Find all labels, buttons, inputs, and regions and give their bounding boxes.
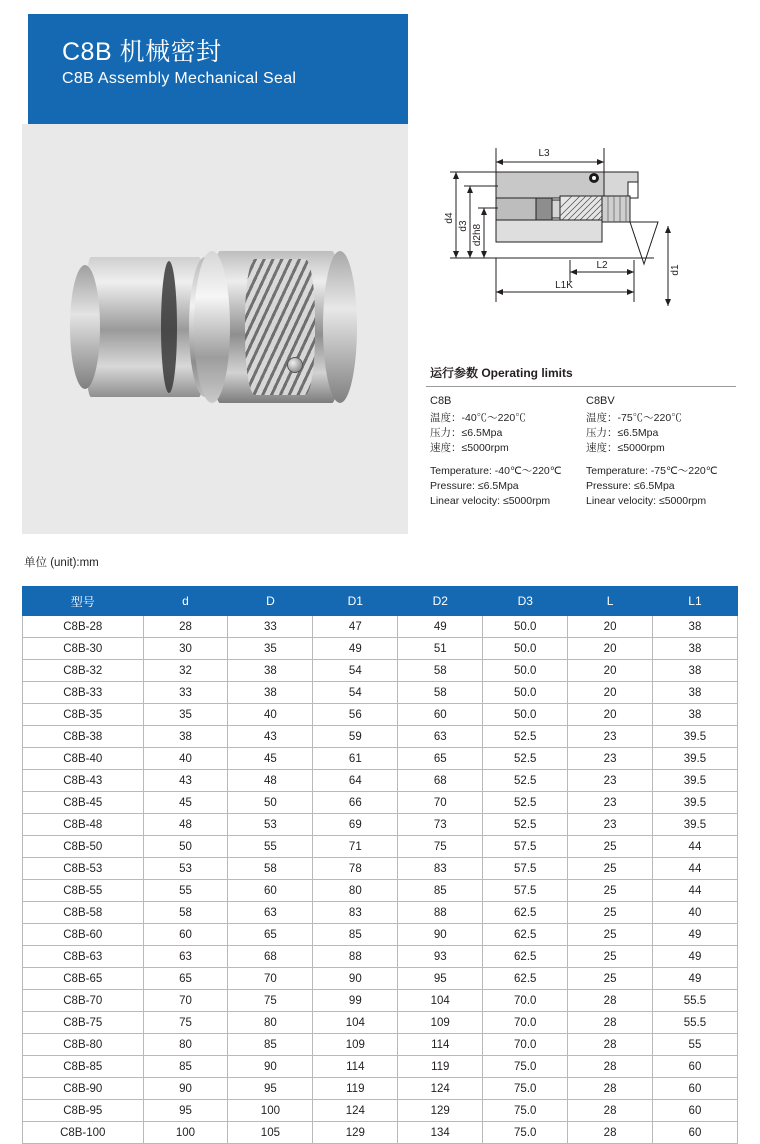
table-cell-value: 57.5	[483, 836, 568, 858]
table-cell-model: C8B-30	[23, 638, 144, 660]
table-row	[23, 1056, 738, 1078]
limits-model-name-c8bv: C8BV	[586, 395, 615, 407]
table-cell-value: 78	[313, 858, 398, 880]
table-row	[23, 748, 738, 770]
table-cell-value: 70	[228, 968, 313, 990]
table-cell-value: 62.5	[483, 902, 568, 924]
table-cell-model: C8B-55	[23, 880, 144, 902]
table-cell-value: 39.5	[652, 770, 737, 792]
table-cell-model: C8B-65	[23, 968, 144, 990]
table-cell-value: 52.5	[483, 792, 568, 814]
table-cell-value: 85	[228, 1034, 313, 1056]
table-cell-value: 61	[313, 748, 398, 770]
table-cell-value: 28	[568, 1034, 653, 1056]
table-cell-value: 105	[228, 1122, 313, 1144]
table-cell-value: 28	[568, 990, 653, 1012]
table-cell-value: 23	[568, 792, 653, 814]
table-cell-model: C8B-100	[23, 1122, 144, 1144]
table-cell-model: C8B-75	[23, 1012, 144, 1034]
table-cell-value: 43	[228, 726, 313, 748]
table-cell-value: 129	[313, 1122, 398, 1144]
technical-drawing-svg	[424, 130, 744, 350]
header-left-accent	[22, 14, 28, 124]
table-cell-value: 73	[398, 814, 483, 836]
table-cell-value: 56	[313, 704, 398, 726]
table-cell-value: 63	[398, 726, 483, 748]
table-cell-value: 23	[568, 726, 653, 748]
table-cell-value: 50.0	[483, 660, 568, 682]
table-cell-value: 58	[398, 660, 483, 682]
table-cell-value: 60	[228, 880, 313, 902]
table-cell-value: 20	[568, 638, 653, 660]
table-cell-value: 100	[143, 1122, 228, 1144]
table-cell-value: 58	[143, 902, 228, 924]
table-cell-model: C8B-53	[23, 858, 144, 880]
table-cell-value: 55	[228, 836, 313, 858]
table-cell-value: 60	[652, 1056, 737, 1078]
table-row	[23, 726, 738, 748]
table-cell-value: 88	[398, 902, 483, 924]
table-cell-value: 57.5	[483, 880, 568, 902]
seal-set-screw	[287, 357, 303, 373]
dim-label-d2h8: d2h8	[472, 223, 483, 247]
mechanical-seal-illustration	[77, 229, 377, 429]
table-cell-value: 20	[568, 682, 653, 704]
table-cell-value: 49	[313, 638, 398, 660]
table-row	[23, 616, 738, 638]
table-cell-value: 38	[228, 660, 313, 682]
table-cell-value: 134	[398, 1122, 483, 1144]
operating-limits-column-c8bv	[586, 394, 738, 509]
table-cell-value: 75.0	[483, 1122, 568, 1144]
table-cell-value: 40	[228, 704, 313, 726]
dim-label-l1k: L1K	[555, 280, 573, 291]
table-row	[23, 880, 738, 902]
limits-spacer-left	[430, 456, 582, 464]
table-cell-value: 50	[228, 792, 313, 814]
table-cell-value: 119	[313, 1078, 398, 1100]
table-row	[23, 792, 738, 814]
table-cell-model: C8B-90	[23, 1078, 144, 1100]
table-header-row	[23, 587, 738, 616]
limits-c8b-pressure-en: Pressure: ≤6.5Mpa	[430, 480, 519, 492]
table-header-cell-model: 型号	[23, 587, 144, 616]
page-title-en: C8B Assembly Mechanical Seal	[62, 70, 297, 87]
table-row	[23, 638, 738, 660]
table-cell-value: 49	[652, 924, 737, 946]
operating-limits-column-c8b	[430, 394, 582, 509]
table-row	[23, 1012, 738, 1034]
table-cell-value: 63	[228, 902, 313, 924]
table-cell-value: 55	[652, 1034, 737, 1056]
table-cell-value: 69	[313, 814, 398, 836]
table-cell-value: 20	[568, 704, 653, 726]
table-cell-value: 44	[652, 836, 737, 858]
table-cell-value: 83	[313, 902, 398, 924]
table-cell-value: 39.5	[652, 814, 737, 836]
table-cell-value: 119	[398, 1056, 483, 1078]
table-cell-value: 38	[652, 638, 737, 660]
table-cell-value: 109	[398, 1012, 483, 1034]
table-cell-model: C8B-80	[23, 1034, 144, 1056]
limits-c8bv-temperature-en: Temperature: -75℃～220℃	[586, 465, 718, 477]
table-cell-model: C8B-50	[23, 836, 144, 858]
table-cell-value: 68	[398, 770, 483, 792]
table-cell-value: 55	[143, 880, 228, 902]
table-cell-value: 25	[568, 924, 653, 946]
table-cell-value: 65	[228, 924, 313, 946]
table-cell-value: 38	[228, 682, 313, 704]
table-row	[23, 990, 738, 1012]
table-cell-value: 90	[313, 968, 398, 990]
dim-label-d4: d4	[444, 212, 455, 224]
table-cell-model: C8B-85	[23, 1056, 144, 1078]
table-cell-value: 47	[313, 616, 398, 638]
table-row	[23, 902, 738, 924]
table-row	[23, 770, 738, 792]
table-cell-value: 50.0	[483, 704, 568, 726]
table-cell-value: 60	[143, 924, 228, 946]
table-cell-value: 50	[143, 836, 228, 858]
table-row	[23, 924, 738, 946]
limits-c8b-velocity-en: Linear velocity: ≤5000rpm	[430, 495, 551, 507]
table-cell-value: 23	[568, 814, 653, 836]
table-cell-value: 83	[398, 858, 483, 880]
table-cell-value: 75	[143, 1012, 228, 1034]
table-cell-value: 70.0	[483, 1012, 568, 1034]
table-cell-value: 53	[143, 858, 228, 880]
table-cell-value: 35	[143, 704, 228, 726]
limits-c8bv-velocity-en: Linear velocity: ≤5000rpm	[586, 495, 707, 507]
table-row	[23, 1122, 738, 1144]
table-cell-value: 60	[652, 1122, 737, 1144]
table-cell-value: 52.5	[483, 814, 568, 836]
table-cell-value: 95	[228, 1078, 313, 1100]
seal-right-front-face	[194, 251, 230, 403]
table-cell-value: 38	[143, 726, 228, 748]
table-cell-value: 28	[568, 1122, 653, 1144]
table-header-cell-d: d	[143, 587, 228, 616]
table-row	[23, 682, 738, 704]
table-cell-value: 40	[143, 748, 228, 770]
table-cell-value: 45	[143, 792, 228, 814]
table-cell-value: 39.5	[652, 748, 737, 770]
table-cell-value: 38	[652, 682, 737, 704]
operating-limits-title: 运行参数 Operating limits	[430, 366, 573, 380]
table-cell-value: 48	[143, 814, 228, 836]
table-cell-model: C8B-95	[23, 1100, 144, 1122]
table-cell-value: 114	[398, 1034, 483, 1056]
table-cell-value: 58	[228, 858, 313, 880]
operating-limits-box	[424, 360, 738, 534]
table-cell-value: 49	[652, 946, 737, 968]
table-cell-value: 25	[568, 880, 653, 902]
table-cell-value: 109	[313, 1034, 398, 1056]
table-cell-value: 28	[568, 1012, 653, 1034]
table-cell-value: 49	[398, 616, 483, 638]
table-cell-value: 70.0	[483, 1034, 568, 1056]
table-cell-value: 90	[398, 924, 483, 946]
table-cell-value: 80	[143, 1034, 228, 1056]
seal-right-end-face	[323, 251, 357, 403]
table-cell-value: 68	[228, 946, 313, 968]
table-cell-value: 52.5	[483, 770, 568, 792]
table-cell-value: 25	[568, 902, 653, 924]
table-cell-value: 65	[398, 748, 483, 770]
table-cell-value: 20	[568, 616, 653, 638]
product-photo	[22, 124, 408, 534]
table-cell-value: 99	[313, 990, 398, 1012]
table-cell-value: 28	[143, 616, 228, 638]
table-row	[23, 946, 738, 968]
table-cell-value: 53	[228, 814, 313, 836]
table-cell-value: 28	[568, 1056, 653, 1078]
table-cell-value: 57.5	[483, 858, 568, 880]
table-cell-value: 50.0	[483, 638, 568, 660]
table-cell-value: 50.0	[483, 682, 568, 704]
table-cell-value: 49	[652, 968, 737, 990]
table-header-cell-D1: D1	[313, 587, 398, 616]
dim-label-l3: L3	[538, 148, 550, 159]
table-cell-value: 95	[143, 1100, 228, 1122]
table-cell-value: 54	[313, 660, 398, 682]
table-cell-value: 71	[313, 836, 398, 858]
table-cell-value: 114	[313, 1056, 398, 1078]
table-cell-value: 85	[313, 924, 398, 946]
table-cell-value: 60	[652, 1100, 737, 1122]
table-cell-value: 60	[652, 1078, 737, 1100]
table-cell-value: 38	[652, 660, 737, 682]
table-header-cell-D: D	[228, 587, 313, 616]
table-row	[23, 660, 738, 682]
table-cell-value: 50.0	[483, 616, 568, 638]
table-cell-value: 80	[228, 1012, 313, 1034]
table-cell-value: 39.5	[652, 792, 737, 814]
table-cell-value: 30	[143, 638, 228, 660]
technical-drawing	[424, 130, 744, 350]
table-cell-value: 65	[143, 968, 228, 990]
limits-c8bv-temperature-cn: 温度：-75℃～220℃	[586, 412, 682, 424]
table-cell-value: 43	[143, 770, 228, 792]
table-cell-value: 35	[228, 638, 313, 660]
table-cell-value: 95	[398, 968, 483, 990]
table-cell-value: 90	[228, 1056, 313, 1078]
table-row	[23, 968, 738, 990]
limits-spacer-right	[586, 456, 738, 464]
table-cell-model: C8B-63	[23, 946, 144, 968]
table-cell-value: 85	[398, 880, 483, 902]
table-cell-value: 25	[568, 858, 653, 880]
table-cell-model: C8B-35	[23, 704, 144, 726]
table-cell-value: 38	[652, 704, 737, 726]
table-row	[23, 1078, 738, 1100]
table-cell-value: 20	[568, 660, 653, 682]
table-cell-value: 62.5	[483, 968, 568, 990]
table-cell-value: 75	[228, 990, 313, 1012]
limits-c8bv-pressure-cn: 压力：≤6.5Mpa	[586, 427, 659, 439]
table-cell-value: 90	[143, 1078, 228, 1100]
table-cell-value: 104	[313, 1012, 398, 1034]
seal-body-left	[85, 257, 205, 397]
table-cell-value: 55.5	[652, 1012, 737, 1034]
table-cell-model: C8B-40	[23, 748, 144, 770]
table-cell-value: 93	[398, 946, 483, 968]
table-cell-value: 59	[313, 726, 398, 748]
table-cell-value: 58	[398, 682, 483, 704]
table-cell-value: 23	[568, 770, 653, 792]
table-cell-model: C8B-70	[23, 990, 144, 1012]
table-cell-value: 44	[652, 880, 737, 902]
table-cell-value: 75.0	[483, 1100, 568, 1122]
table-cell-model: C8B-32	[23, 660, 144, 682]
seal-left-rear-face	[70, 265, 100, 389]
table-cell-value: 54	[313, 682, 398, 704]
table-cell-value: 129	[398, 1100, 483, 1122]
table-row	[23, 814, 738, 836]
table-cell-value: 25	[568, 968, 653, 990]
table-header	[23, 587, 738, 616]
table-cell-value: 33	[143, 682, 228, 704]
table-cell-model: C8B-60	[23, 924, 144, 946]
table-cell-value: 39.5	[652, 726, 737, 748]
table-header-cell-D3: D3	[483, 587, 568, 616]
table-header-cell-L1: L1	[652, 587, 737, 616]
table-row	[23, 858, 738, 880]
table-cell-value: 51	[398, 638, 483, 660]
page-title-cn: C8B 机械密封	[62, 38, 222, 66]
limits-c8b-temperature-en: Temperature: -40℃～220℃	[430, 465, 562, 477]
table-cell-value: 25	[568, 946, 653, 968]
table-cell-value: 28	[568, 1100, 653, 1122]
seal-spring-coil	[245, 259, 315, 395]
table-cell-value: 64	[313, 770, 398, 792]
table-row	[23, 704, 738, 726]
table-cell-value: 75.0	[483, 1078, 568, 1100]
table-cell-model: C8B-43	[23, 770, 144, 792]
dim-label-l2: L2	[596, 260, 608, 271]
table-cell-model: C8B-38	[23, 726, 144, 748]
table-cell-value: 70	[143, 990, 228, 1012]
table-cell-value: 88	[313, 946, 398, 968]
table-cell-value: 85	[143, 1056, 228, 1078]
table-cell-value: 124	[313, 1100, 398, 1122]
dim-label-d3: d3	[458, 220, 469, 232]
limits-c8b-pressure-cn: 压力：≤6.5Mpa	[430, 427, 503, 439]
header-banner	[22, 14, 408, 124]
table-header-cell-L: L	[568, 587, 653, 616]
table-cell-value: 33	[228, 616, 313, 638]
table-cell-value: 23	[568, 748, 653, 770]
table-cell-value: 75	[398, 836, 483, 858]
limits-model-name-c8b: C8B	[430, 395, 452, 407]
table-cell-value: 66	[313, 792, 398, 814]
table-cell-value: 70.0	[483, 990, 568, 1012]
table-cell-value: 40	[652, 902, 737, 924]
limits-c8b-speed-cn: 速度：≤5000rpm	[430, 442, 509, 454]
table-row	[23, 1100, 738, 1122]
dim-label-d1: d1	[670, 264, 681, 276]
table-cell-value: 80	[313, 880, 398, 902]
table-cell-value: 45	[228, 748, 313, 770]
table-header-cell-D2: D2	[398, 587, 483, 616]
table-body	[23, 616, 738, 1144]
table-cell-value: 48	[228, 770, 313, 792]
table-cell-value: 63	[143, 946, 228, 968]
table-cell-model: C8B-48	[23, 814, 144, 836]
table-row	[23, 836, 738, 858]
table-cell-value: 28	[568, 1078, 653, 1100]
table-cell-value: 70	[398, 792, 483, 814]
table-cell-value: 52.5	[483, 748, 568, 770]
limits-c8bv-speed-cn: 速度：≤5000rpm	[586, 442, 665, 454]
table-cell-value: 104	[398, 990, 483, 1012]
table-cell-value: 55.5	[652, 990, 737, 1012]
operating-limits-divider	[426, 386, 736, 387]
table-cell-model: C8B-28	[23, 616, 144, 638]
table-cell-value: 38	[652, 616, 737, 638]
table-row	[23, 1034, 738, 1056]
limits-c8bv-pressure-en: Pressure: ≤6.5Mpa	[586, 480, 675, 492]
table-cell-value: 75.0	[483, 1056, 568, 1078]
table-cell-value: 52.5	[483, 726, 568, 748]
table-cell-value: 44	[652, 858, 737, 880]
table-cell-value: 32	[143, 660, 228, 682]
unit-label: 单位 (unit):mm	[24, 557, 99, 569]
table-cell-value: 124	[398, 1078, 483, 1100]
table-cell-model: C8B-33	[23, 682, 144, 704]
limits-c8b-temperature-cn: 温度：-40℃～220℃	[430, 412, 526, 424]
table-cell-model: C8B-58	[23, 902, 144, 924]
table-cell-model: C8B-45	[23, 792, 144, 814]
table-cell-value: 25	[568, 836, 653, 858]
table-cell-value: 62.5	[483, 924, 568, 946]
specification-table	[22, 586, 738, 1144]
table-cell-value: 60	[398, 704, 483, 726]
table-cell-value: 100	[228, 1100, 313, 1122]
seal-left-groove	[161, 261, 177, 393]
table-cell-value: 62.5	[483, 946, 568, 968]
